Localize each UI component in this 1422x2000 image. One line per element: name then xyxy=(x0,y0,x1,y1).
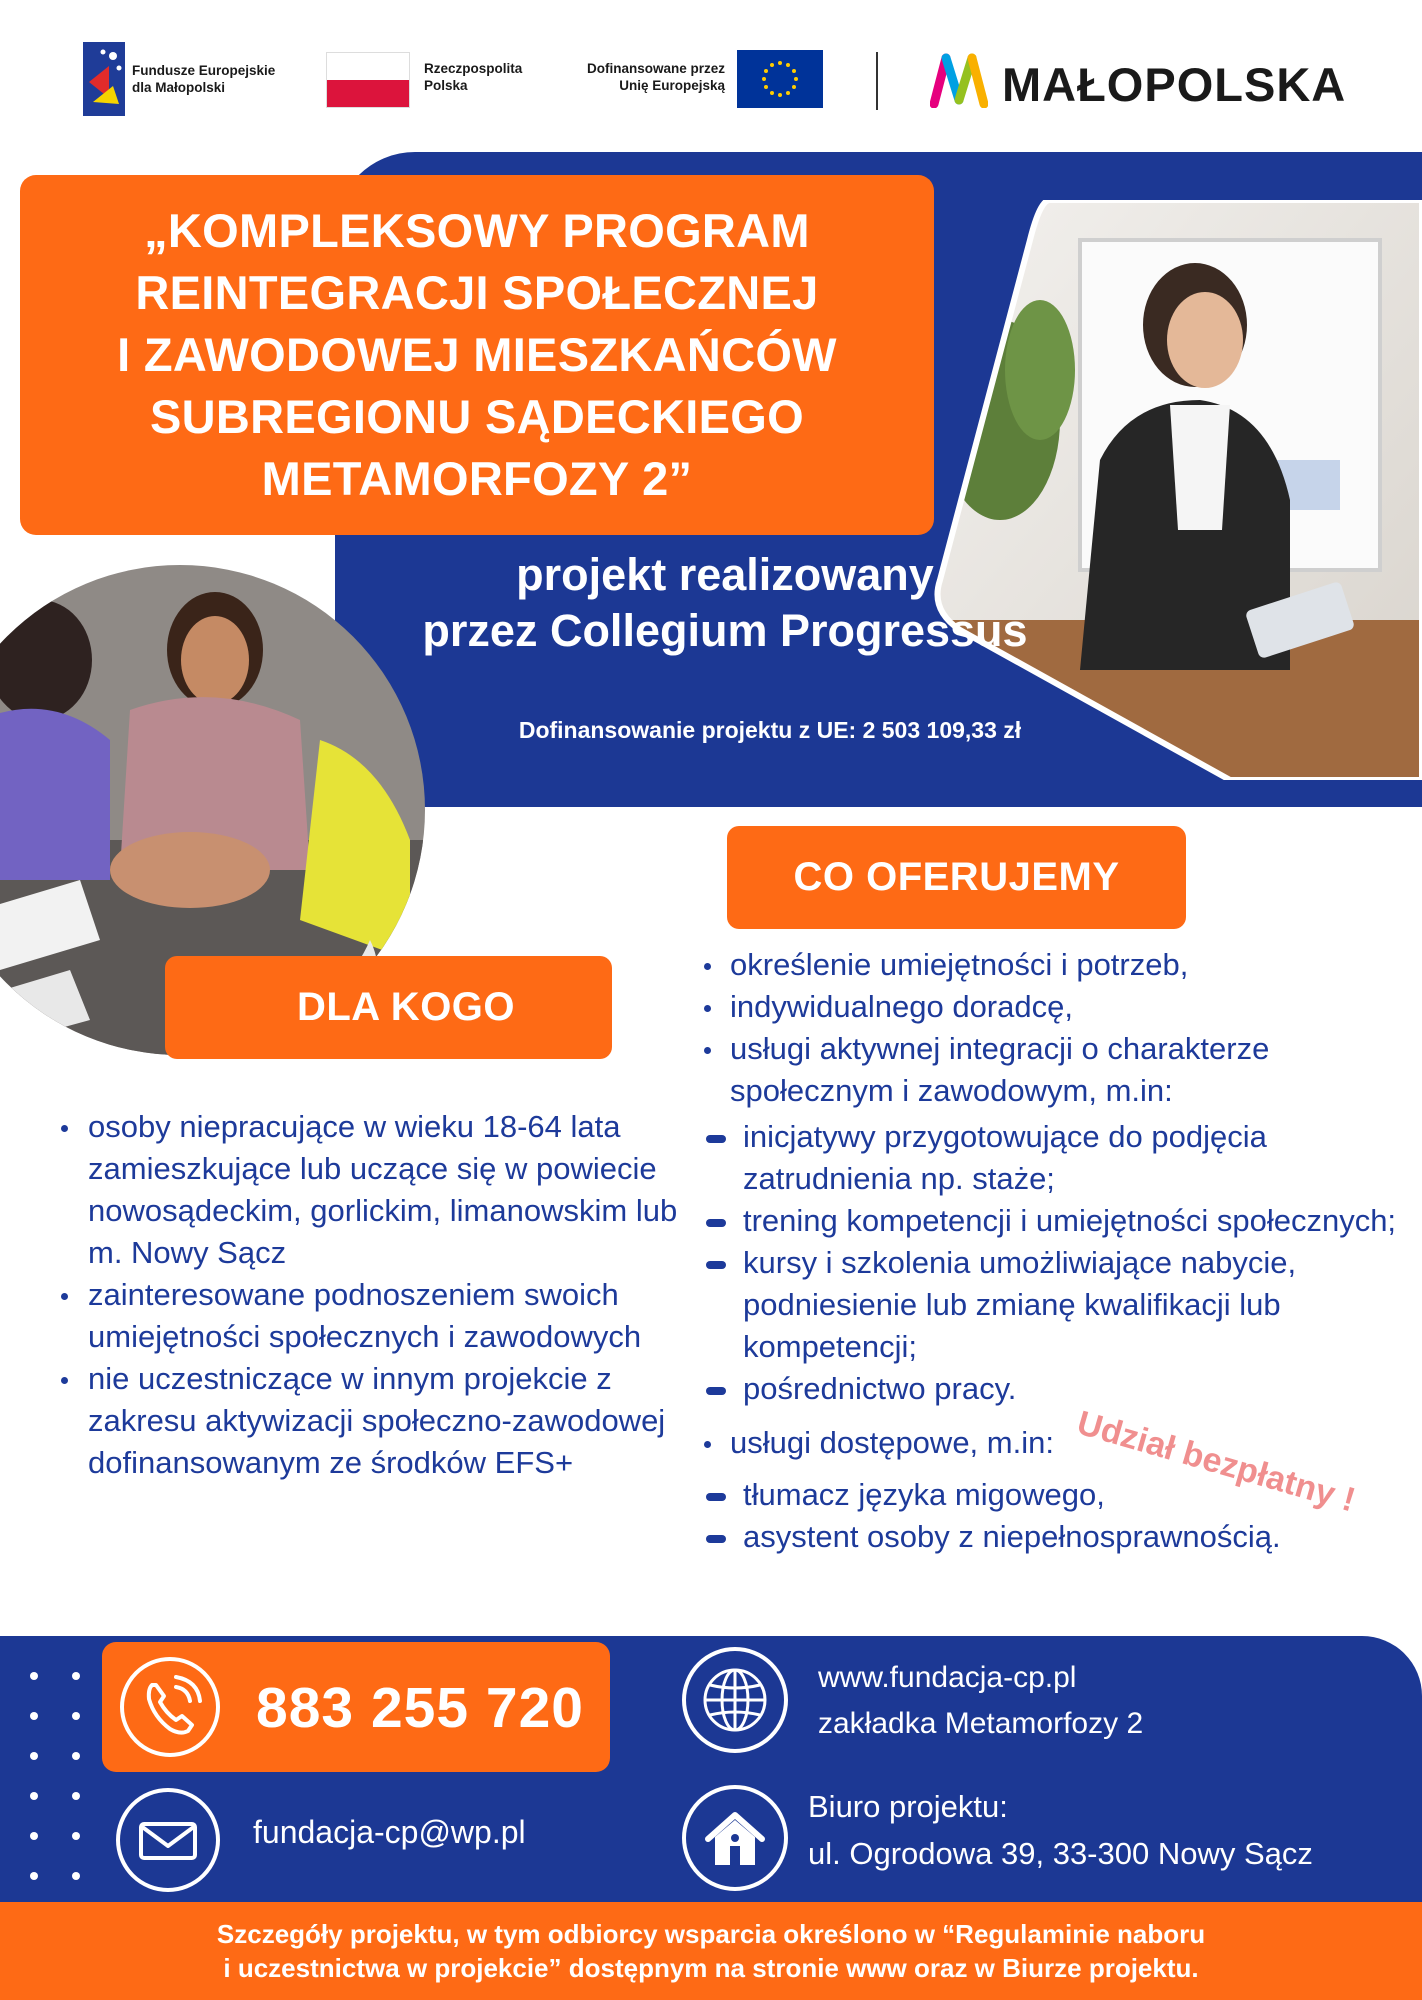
office-address: ul. Ogrodowa 39, 33-300 Nowy Sącz xyxy=(808,1836,1313,1871)
offer-heading: CO OFERUJEMY xyxy=(793,855,1120,899)
footer-note: Szczegóły projektu, w tym odbiorcy wsparcia określono w “Regulaminie naboru i uczestnictwa w projekcie” dostępnym na stronie www oraz w Biurze projektu. xyxy=(0,1902,1422,2000)
for-whom-heading: DLA KOGO xyxy=(296,985,516,1029)
globe-icon xyxy=(680,1645,790,1755)
malopolska-logo-icon xyxy=(930,50,988,108)
fe-logo-text: Fundusze Europejskie dla Małopolski xyxy=(132,63,276,95)
sub-list-item: tłumacz języka migowego, xyxy=(700,1474,1410,1516)
mail-icon xyxy=(114,1786,222,1894)
free-participation-stamp: Udział bezpłatny ! xyxy=(1072,1403,1360,1520)
sub-list-item: inicjatywy przygotowujące do podjęcia zatrudnienia np. staże; xyxy=(700,1116,1410,1200)
list-item: osoby niepracujące w wieku 18-64 lata zamieszkujące lub uczące się w powiecie nowosądeckim, gorlickim, limanowskim lub m. Nowy Sącz xyxy=(58,1106,698,1274)
office-label: Biuro projektu: xyxy=(808,1789,1008,1824)
project-title: „KOMPLEKSOWY PROGRAM REINTEGRACJI SPOŁECZNEJ I ZAWODOWEJ MIESZKAŃCÓW SUBREGIONU SĄDECKIEGO METAMORFOZY 2” xyxy=(117,204,837,505)
home-icon xyxy=(680,1783,790,1893)
eu-logo-text: Dofinansowane przez Unię Europejską xyxy=(586,61,725,93)
logo-bar xyxy=(0,40,1422,130)
website-tab: zakładka Metamorfozy 2 xyxy=(818,1707,1144,1740)
poland-flag xyxy=(326,52,410,108)
funding-amount: Dofinansowanie projektu z UE: 2 503 109,33 zł xyxy=(518,717,1022,743)
sub-list-item: kursy i szkolenia umożliwiające nabycie, podniesienie lub zmianę kwalifikacji lub kompetencji; xyxy=(700,1242,1410,1368)
sub-list-item: trening kompetencji i umiejętności społecznych; xyxy=(700,1200,1410,1242)
list-item: usługi aktywnej integracji o charakterze społecznym i zawodowym, m.in: inicjatywy przygotowujące do podjęcia zatrudnienia np. staże; trening kompetencji i umiejętności społecznych; kursy i szkolenia umożliwiające nabycie, podniesienie lub zmianę kwalifikacji lub kompetencji; pośrednictwo pracy. xyxy=(700,1028,1410,1410)
project-implementer: projekt realizowany przez Collegium Progressus xyxy=(422,549,1028,656)
sub-list-item: asystent osoby z niepełnosprawnością. xyxy=(700,1516,1410,1558)
website-link[interactable]: www.fundacja-cp.pl xyxy=(818,1661,1077,1694)
sub-list-item: pośrednictwo pracy. xyxy=(700,1368,1410,1410)
fundusze-europejskie-logo xyxy=(83,42,125,116)
office-woman-photo xyxy=(930,200,1422,780)
malopolska-logo-text: MAŁOPOLSKA xyxy=(1002,58,1347,111)
list-item: nie uczestniczące w innym projekcie z zakresu aktywizacji społeczno-zawodowej dofinansowanym ze środków EFS+ xyxy=(58,1358,698,1484)
list-item: określenie umiejętności i potrzeb, xyxy=(700,944,1410,986)
logo-divider xyxy=(876,52,878,110)
email-link[interactable]: fundacja-cp@wp.pl xyxy=(253,1814,526,1850)
eu-flag xyxy=(737,50,823,108)
for-whom-list xyxy=(58,1106,698,1484)
website-info xyxy=(818,1655,1143,1747)
office-address-block xyxy=(808,1783,1313,1877)
decorative-dots xyxy=(30,1672,90,1892)
list-item: zainteresowane podnoszeniem swoich umiejętności społecznych i zawodowych xyxy=(58,1274,698,1358)
offer-heading-box xyxy=(727,826,1186,929)
phone-icon xyxy=(118,1655,222,1759)
project-title-box xyxy=(20,175,934,535)
for-whom-heading-box xyxy=(165,956,612,1059)
phone-number[interactable]: 883 255 720 xyxy=(256,1676,584,1740)
list-item: usługi dostępowe, m.in: tłumacz języka migowego, asystent osoby z niepełnosprawnością. xyxy=(700,1422,1410,1558)
list-item: indywidualnego doradcę, xyxy=(700,986,1410,1028)
sub-list xyxy=(730,1116,1410,1410)
poland-logo-text: Rzeczpospolita Polska xyxy=(424,61,523,93)
